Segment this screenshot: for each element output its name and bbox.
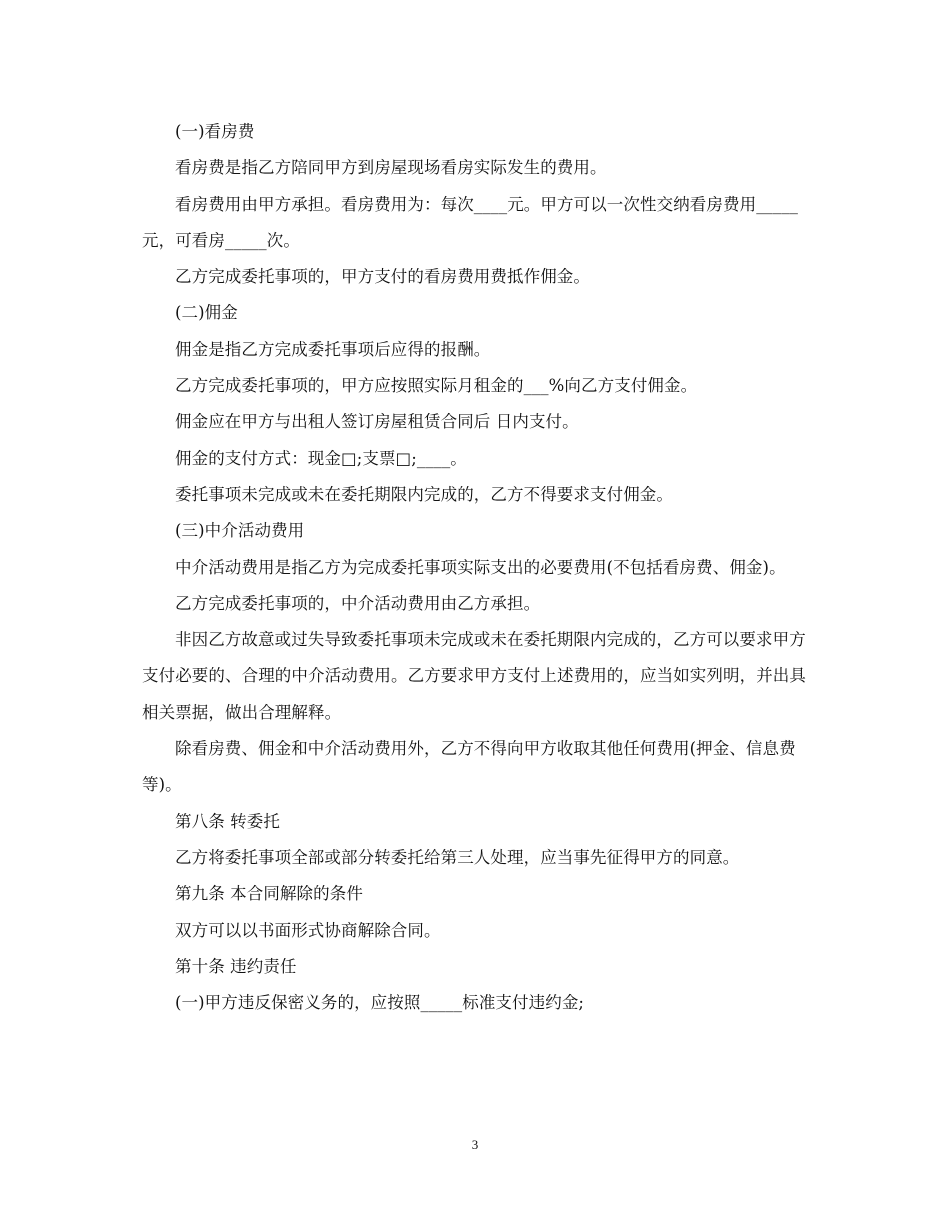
section-heading-agency-expenses: (三)中介活动费用	[175, 521, 305, 541]
paragraph: 看房费是指乙方陪同甲方到房屋现场看房实际发生的费用。	[175, 158, 607, 178]
paragraph: 非因乙方故意或过失导致委托事项未完成或未在委托期限内完成的，乙方可以要求甲方支付必要的、合理的中介活动费用。乙方要求甲方支付上述费用的，应当如实列明，并出具相关票据，做出合理解释。	[142, 630, 806, 722]
paragraph: 乙方完成委托事项的，中介活动费用由乙方承担。	[175, 593, 541, 613]
paragraph: 中介活动费用是指乙方为完成委托事项实际支出的必要费用(不包括看房费、佣金)。	[175, 557, 786, 577]
paragraph: 委托事项未完成或未在委托期限内完成的，乙方不得要求支付佣金。	[175, 484, 673, 504]
article-heading-9: 第九条 本合同解除的条件	[175, 884, 363, 904]
section-heading-commission: (二)佣金	[175, 303, 238, 323]
paragraph: 双方可以以书面形式协商解除合同。	[175, 920, 441, 940]
article-heading-8: 第八条 转委托	[175, 811, 280, 831]
section-heading-viewing-fee: (一)看房费	[175, 122, 255, 141]
paragraph: 佣金是指乙方完成委托事项后应得的报酬。	[175, 339, 491, 359]
document-body	[142, 114, 807, 1021]
article-heading-10: 第十条 违约责任	[175, 956, 297, 976]
paragraph: 乙方完成委托事项的，甲方支付的看房费用费抵作佣金。	[175, 267, 590, 287]
paragraph: 乙方完成委托事项的，甲方应按照实际月租金的___%向乙方支付佣金。	[175, 376, 698, 396]
paragraph: 除看房费、佣金和中介活动费用外，乙方不得向甲方收取其他任何费用(押金、信息费等)。	[142, 739, 796, 795]
paragraph: 佣金的支付方式：现金□;支票□;____。	[175, 448, 467, 468]
paragraph: 佣金应在甲方与出租人签订房屋租赁合同后 日内支付。	[175, 412, 579, 432]
paragraph: 看房费用由甲方承担。看房费用为：每次____元。甲方可以一次性交纳看房费用_____元，可看房_____次。	[142, 194, 798, 250]
page-number: 3	[471, 1137, 479, 1152]
paragraph: (一)甲方违反保密义务的，应按照_____标准支付违约金;	[175, 993, 585, 1013]
paragraph: 乙方将委托事项全部或部分转委托给第三人处理，应当事先征得甲方的同意。	[175, 847, 740, 867]
